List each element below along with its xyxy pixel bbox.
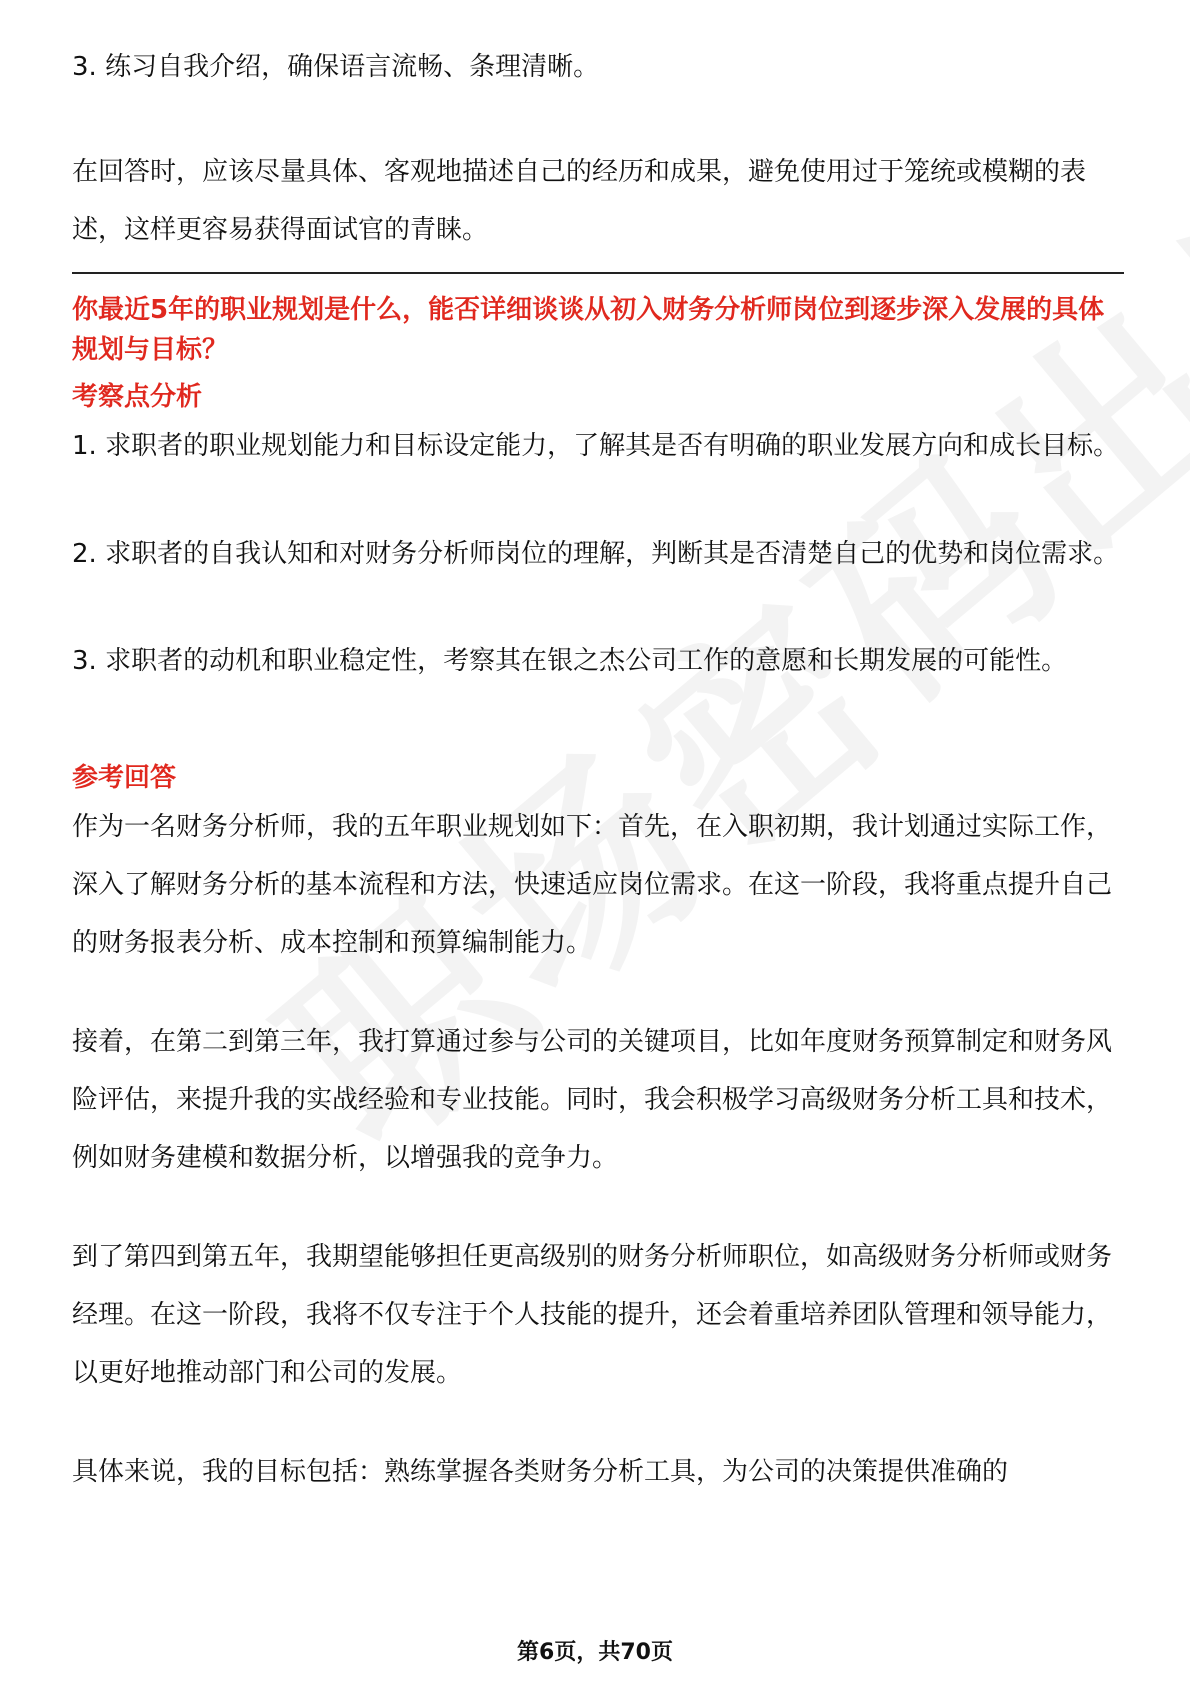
answer-paragraph-4: 具体来说，我的目标包括：熟练掌握各类财务分析工具，为公司的决策提供准确的 <box>72 1457 1009 1487</box>
question-title: 你最近5年的职业规划是什么，能否详细谈谈从初入财务分析师岗位到逐步深入发展的具体规划与目标？ <box>72 295 1105 365</box>
analysis-item-3: 3. 求职者的动机和职业稳定性，考察其在银之杰公司工作的意愿和长期发展的可能性。 <box>72 646 1068 676</box>
analysis-heading: 考察点分析 <box>72 382 203 412</box>
answer-paragraph-2: 接着，在第二到第三年，我打算通过参与公司的关键项目，比如年度财务预算制定和财务风险评估，来提升我的实战经验和专业技能。同时，我会积极学习高级财务分析工具和技术，例如财务建模和数据分析，以增强我的竞争力。 <box>72 1027 1113 1173</box>
answer-paragraph-1: 作为一名财务分析师，我的五年职业规划如下：首先，在入职初期，我计划通过实际工作，深入了解财务分析的基本流程和方法，快速适应岗位需求。在这一阶段，我将重点提升自己的财务报表分析、成本控制和预算编制能力。 <box>72 812 1113 958</box>
analysis-item-2: 2. 求职者的自我认知和对财务分析师岗位的理解，判断其是否清楚自己的优势和岗位需求。 <box>72 539 1120 569</box>
section-divider <box>72 272 1124 274</box>
page-number: 第6页，共70页 <box>517 1640 673 1665</box>
answer-heading: 参考回答 <box>72 763 177 793</box>
intro-item-3: 3. 练习自我介绍，确保语言流畅、条理清晰。 <box>72 52 600 82</box>
intro-note: 在回答时，应该尽量具体、客观地描述自己的经历和成果，避免使用过于笼统或模糊的表述，这样更容易获得面试官的青睐。 <box>72 157 1087 245</box>
answer-paragraph-3: 到了第四到第五年，我期望能够担任更高级别的财务分析师职位，如高级财务分析师或财务经理。在这一阶段，我将不仅专注于个人技能的提升，还会着重培养团队管理和领导能力，以更好地推动部门和公司的发展。 <box>72 1242 1113 1388</box>
analysis-item-1: 1. 求职者的职业规划能力和目标设定能力，了解其是否有明确的职业发展方向和成长目标。 <box>72 431 1120 461</box>
